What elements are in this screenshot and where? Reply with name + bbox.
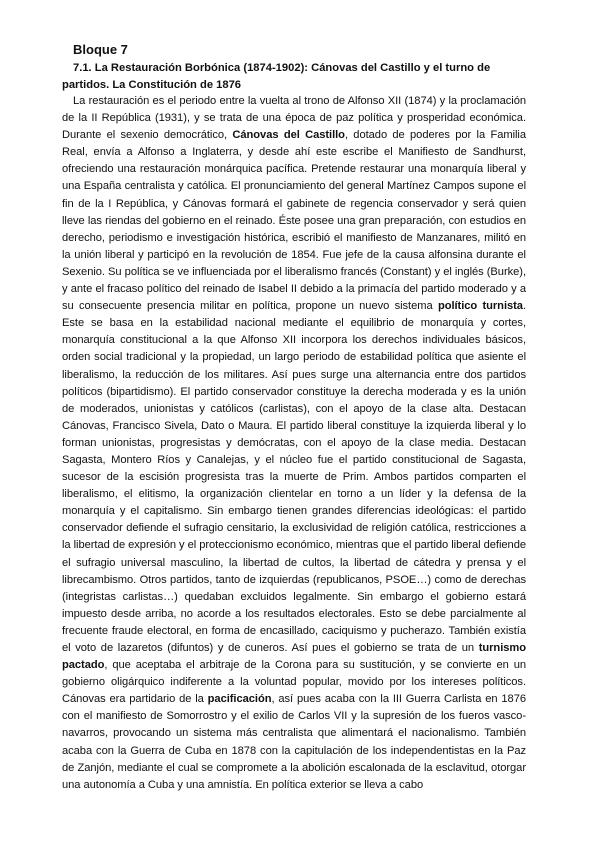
paragraph-text: , dotado de poderes por la Familia Real, envía a Alfonso a Inglaterra, y desde ahí este escribe el Manifiesto de Sandhurst, ofreciendo una restauración monárquica pacífica. Pretende restaurar una monarquía liberal y una España centralista y católica. El pronunciamiento del general Martínez Campos supone el fin de la I República, y Cánovas formará el gabinete de regencia conservador y será quien lleve las riendas del gobierno en el reinado. Éste posee una gran preparación, con estudios en derecho, periodismo e investigación histórica, escribió el manifiesto de Manzanares, militó en la unión liberal y participó en la revolución de 1854. Fue jefe de la causa alfonsina durante el Sexenio. Su política se ve influenciada por el liberalismo francés (Constant) y el inglés (Burke), y ante el fracaso político del reinado de Isabel II debido a la primacía del partido moderado y a su consecuente presencia militar en política, propone un nuevo sistema xyxy=(62,129,527,313)
paragraph-text: La restauración es el periodo entre la vuelta al trono de Alfonso XII (1874) y la proclamación de la II República (1931), y se trata de una época de paz política y prosperidad económica. Durante el sexenio democrático, xyxy=(62,95,526,142)
body-paragraph xyxy=(62,93,526,794)
bold-term-pacificacion: pacificación xyxy=(207,693,272,706)
bold-term-canovas: Cánovas del Castillo xyxy=(232,129,345,142)
paragraph-text: . Este se basa en la estabilidad nacional mediante el equilibrio de monarquía y cortes, monarquía constitucional a la que Alfonso XII incorpora los derechos individuales básicos, orden social tradicional y la propiedad, un largo periodo de estabilidad política que asiente el liberalismo, la reducción de los militares. Así pues surge una alternancia entre dos partidos políticos (bipartidismo). El partido conservador constituye la derecha moderada y es la unión de moderados, unionistas y católicos (carlistas), con el apoyo de la clase alta. Destacan Cánovas, Francisco Sivela, Dato o Maura. El partido liberal constituye la izquierda liberal y lo forman unionistas, progresistas y demócratas, con el apoyo de la clase media. Destacan Sagasta, Montero Ríos y Canalejas, y el núcleo fue el partido constitucional de Sagasta, sucesor de la escisión progresista tras la muerte de Prim. Ambos partidos comparten el liberalismo, el elitismo, la organización clientelar en torno a un líder y la defensa de la monarquía y el capitalismo. Sin embargo tienen grandes diferencias ideológicas: el partido conservador defiende el sufragio censitario, la exclusividad de religión católica, restricciones a la libertad de expresión y el proteccionismo económico, mientras que el partido liberal defiende el sufragio universal masculino, la libertad de cultos, la libertad de cátedra y prensa y el librecambismo. Otros partidos, tanto de izquierdas (republicanos, PSOE…) como de derechas (integristas carlistas…) quedaban excluidos legalmente. Sin embargo el gobierno estará impuesto desde arriba, no acorde a los resultados electorales. Esto se debe parcialmente al frecuente fraude electoral, en forma de encasillado, caciquismo y pucherazo. También existía el voto de lazaretos (difuntos) y de cuneros. Así pues el gobierno se trata de un xyxy=(62,300,526,654)
bold-term-politico-turnista: político turnista xyxy=(437,300,523,313)
section-heading: 7.1. La Restauración Borbónica (1874-1902): Cánovas del Castillo y el turno de partidos. La Constitución de 1876 xyxy=(62,62,491,91)
block-title: Bloque 7 xyxy=(73,42,128,57)
paragraph-text: , que aceptaba el arbitraje de la Corona para su sustitución, y se convierte en un gobierno oligárquico indiferente a la voluntad popular, movido por los intereses políticos. Cánovas era partidario de la xyxy=(62,659,526,706)
bold-term-turnismo-pactado: turnismo pactado xyxy=(62,642,526,672)
paragraph-text: , así pues acaba con la III Guerra Carlista en 1876 con el manifiesto de Somorrostro y el exilio de Carlos VII y la supresión de los fueros vasco-navarros, provocando un sistema más centralista que alimentará el nacionalismo. También acaba con la Guerra de Cuba en 1878 con la capitulación de los independentistas en la Paz de Zanjón, mediante el cual se compromete a la abolición escalonada de la esclavitud, otorgar una autonomía a Cuba y una amnistía. En política exterior se lleva a cabo xyxy=(62,693,526,791)
